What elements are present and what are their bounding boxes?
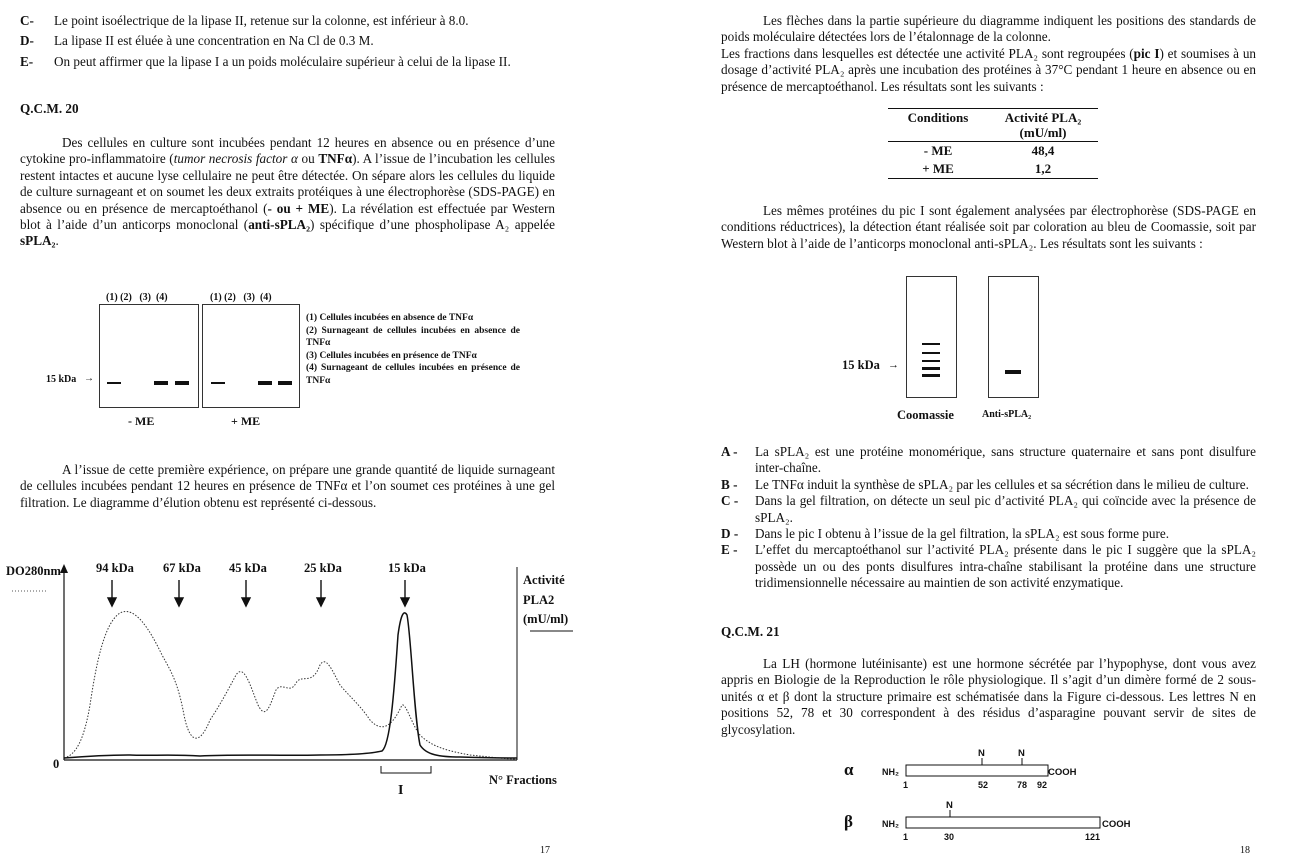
option-text: Dans la gel filtration, on détecte un seul pic d’activité PLA₂ qui coïncide avec la présence de sPLA₂.	[755, 493, 1256, 525]
option-key: E -	[721, 542, 738, 558]
intro-text: Des cellules en culture sont incubées pendant 12 heures en absence ou en présence d’une cytokine pro-inflammatoire (	[20, 135, 555, 167]
option-text: Le TNFα induit la synthèse de sPLA₂ par les cellules et sa sécrétion dans le milieu de culture.	[755, 476, 1249, 492]
peak-label: I	[398, 783, 404, 798]
alpha-pos-1: 1	[903, 780, 909, 790]
option-key: D -	[721, 526, 739, 542]
beta-pos-121: 121	[1085, 832, 1101, 842]
legend-item: (4) Surnageant de cellules incubées en présence de TNFα	[306, 363, 520, 386]
legend-item: (2) Surnageant de cellules incubées en absence de TNFα	[306, 325, 520, 349]
band-lane4	[175, 381, 189, 385]
qcm20-paragraph2: A l’issue de cette première expérience, on prépare une grande quantité de liquide surnageant de cellules incubées pendant 12 heures en présence de TNFα et l’on soumet ces protéines à une gel filtration. Le diagramme d’élution obtenu est représenté ci-dessous.	[20, 462, 555, 510]
alpha-pos-92: 92	[1037, 780, 1048, 790]
band	[922, 367, 940, 370]
intro-text: .	[55, 233, 59, 249]
marker-15kda: 15 kDa	[46, 374, 77, 385]
page-number-left: 17	[540, 845, 550, 856]
intro-bold: sPLA₂	[20, 233, 56, 249]
elution-xlabel: N° Fractions	[489, 773, 557, 787]
band	[922, 374, 940, 377]
table-cell: 48,4	[1031, 143, 1055, 158]
option-b	[721, 477, 1256, 493]
table-cell: 1,2	[988, 160, 1098, 179]
option-key: B -	[721, 476, 738, 492]
band	[922, 352, 940, 354]
marker-67kda: 67 kDa	[163, 561, 201, 575]
marker-15kda: 15 kDa	[388, 561, 426, 575]
table-cell: + ME	[888, 160, 988, 179]
option-text: L’effet du mercaptoéthanol sur l’activité PLA₂ présente dans le pic I suggère que la sPLA₂ possède un ou des ponts disulfures intra-chaîne stabilisant la protéine dans une structure tridimensionnelle nécessaire au maintien de son activité enzymatique.	[755, 542, 1256, 591]
option-a	[721, 444, 1256, 477]
band-lane1	[107, 382, 121, 384]
activity-label-line: Activité	[523, 573, 565, 587]
option-key: A -	[721, 444, 738, 459]
table-header-activity: Activité PLA₂ (mU/ml)	[988, 109, 1098, 142]
alpha-n78: N	[1018, 748, 1025, 759]
option-key: E-	[20, 53, 34, 69]
qcm20-title: Q.C.M. 20	[20, 101, 79, 116]
western-blot-figure	[40, 288, 540, 428]
table-cell: - ME	[923, 143, 953, 158]
band-lane1	[211, 382, 225, 384]
intro-italic: tumor necrosis factor α	[173, 151, 298, 167]
label-plus-me: + ME	[231, 414, 261, 428]
legend-item: (1) Cellules incubées en absence de TNFα	[306, 313, 474, 323]
arrow-right-icon: →	[84, 373, 94, 384]
sds-page-figure	[840, 272, 1060, 427]
elution-diagram	[0, 555, 600, 805]
option-text: Dans le pic I obtenu à l’issue de la gel filtration, la sPLA₂ est sous forme pure.	[755, 526, 1170, 542]
option-text: Le point isoélectrique de la lipase II, retenue sur la colonne, est inférieur à 8.0.	[54, 13, 469, 28]
beta-pos-30: 30	[944, 832, 955, 842]
table-header-conditions: Conditions	[888, 109, 988, 142]
option-e	[20, 54, 560, 70]
elution-ylabel: DO280nm	[6, 564, 61, 578]
option-text: La sPLA₂ est une protéine monomérique, sans structure quaternaire et sans pont disulfure inter-chaîne.	[755, 444, 1256, 476]
option-text: La lipase II est éluée à une concentration en Na Cl de 0.3 M.	[54, 33, 374, 49]
lane-labels-plus: (1) (2) (3) (4)	[210, 292, 272, 303]
lane-labels-minus: (1) (2) (3) (4)	[106, 292, 168, 303]
label-minus-me: - ME	[128, 414, 155, 428]
alpha-pos-78: 78	[1017, 780, 1028, 790]
right-paragraph3: Les mêmes protéines du pic I sont également analysées par électrophorèse (SDS-PAGE en conditions réductrices), la détection étant réalisée soit par coloration au bleu de Coomassie, soit par Western blot à l’aide de l’anticorps monoclonal anti-sPLA₂. Les résultats sont les suivants :	[721, 203, 1256, 251]
label-coomassie: Coomassie	[897, 408, 954, 422]
intro-bold: - ou + ME	[267, 200, 330, 216]
alpha-n52: N	[978, 748, 985, 759]
alpha-cooh: COOH	[1048, 767, 1077, 778]
marker-94kda: 94 kDa	[96, 561, 134, 575]
arrow-right-icon: →	[888, 359, 899, 371]
alpha-pos-52: 52	[978, 780, 989, 790]
activity-table	[888, 108, 1098, 179]
beta-cooh: COOH	[1102, 819, 1131, 830]
qcm21-title: Q.C.M. 21	[721, 624, 780, 639]
option-c	[721, 493, 1256, 526]
beta-label: β	[844, 812, 853, 831]
qcm21-paragraph: La LH (hormone lutéinisante) est une hormone sécrétée par l’hypophyse, dont vous avez appris en Biologie de la Reproduction le rôle physiologique. Il s’agit d’un dimère formé de 2 sous-unités α et β dont la structure primaire est schématisée dans la Figure ci-dessous. Les lettres N en positions 52, 78 et 30 correspondent à des résidus d’asparagine pouvant servir de sites de glycosylation.	[721, 656, 1256, 737]
alpha-nh2: NH₂	[882, 767, 899, 777]
intro-text: ) spécifique d’une phospholipase A₂ appelée	[310, 217, 555, 233]
activity-table-wrap	[888, 108, 1098, 179]
beta-n30: N	[946, 800, 953, 811]
option-e	[721, 542, 1256, 591]
label-anti-spla2: Anti-sPLA₂	[982, 409, 1032, 420]
intro-text: ou	[297, 151, 319, 167]
beta-pos-1: 1	[903, 832, 909, 842]
right-paragraph2	[721, 46, 1256, 95]
option-key: C -	[721, 493, 739, 509]
elution-svg	[0, 555, 600, 805]
beta-nh2: NH₂	[882, 819, 899, 829]
marker-15kda: 15 kDa	[842, 358, 880, 372]
intro-text: ). A l’issue de l’incubation les cellules restent intactes et aucune lyse cellulaire ne peut être détectée. On sépare alors les cellules du liquide de culture surnageant et on soumet les deux extraits protéiques à une électrophorèse (SDS-PAGE) en absence ou en présence de mercaptoéthanol (	[20, 151, 555, 216]
band-lane4	[278, 381, 292, 385]
intro-bold: anti-sPLA₂	[248, 217, 311, 233]
intro-text: ). La révélation est effectuée par Western blot à l’aide d’un anticorps monoclonal (	[20, 200, 555, 233]
option-key: D-	[20, 33, 34, 49]
activity-label-line: (mU/ml)	[523, 612, 569, 626]
p2-pic: pic I	[1133, 46, 1160, 61]
band	[922, 343, 940, 345]
alpha-label: α	[844, 760, 854, 779]
band-lane3	[258, 381, 272, 385]
gel-legend	[306, 312, 520, 388]
gel-plus-me	[202, 304, 300, 408]
option-text: On peut affirmer que la lipase I a un poids moléculaire supérieur à celui de la lipase II.	[54, 53, 511, 69]
qcm20-intro	[20, 135, 555, 250]
qcm20-options	[721, 444, 1256, 592]
left-options	[20, 13, 560, 70]
legend-item: (3) Cellules incubées en présence de TNFα	[306, 350, 477, 361]
activity-label-line: PLA2	[523, 592, 555, 607]
band	[1005, 370, 1021, 374]
gel-anti-spla2	[988, 276, 1039, 398]
option-d	[721, 526, 1256, 542]
band	[922, 360, 940, 362]
intro-bold: TNFα	[318, 151, 353, 167]
elution-zero: 0	[53, 757, 60, 771]
band-lane3	[154, 381, 168, 385]
gel-minus-me	[99, 304, 199, 408]
lh-schematic	[840, 748, 1140, 848]
option-key: C-	[20, 13, 34, 28]
activity-label	[523, 571, 568, 630]
page-number-right: 18	[1240, 845, 1250, 856]
marker-25kda: 25 kDa	[304, 561, 342, 575]
option-d	[20, 33, 560, 49]
p2-text: ) et soumises à un dosage d’activité PLA₂ après une incubation des protéines à 37°C pendant 1 heure en absence ou en présence de mercaptoéthanol. Les résultats sont les suivants :	[721, 46, 1257, 94]
right-paragraph1: Les flèches dans la partie supérieure du diagramme indiquent les positions des standards de poids moléculaire détectées lors de l’étalonnage de la colonne.	[721, 13, 1256, 45]
gel-coomassie	[906, 276, 957, 398]
p2-text: Les fractions dans lesquelles est détectée une activité PLA₂ sont regroupées (	[721, 46, 1134, 61]
option-c	[20, 13, 560, 29]
marker-45kda: 45 kDa	[229, 561, 267, 575]
